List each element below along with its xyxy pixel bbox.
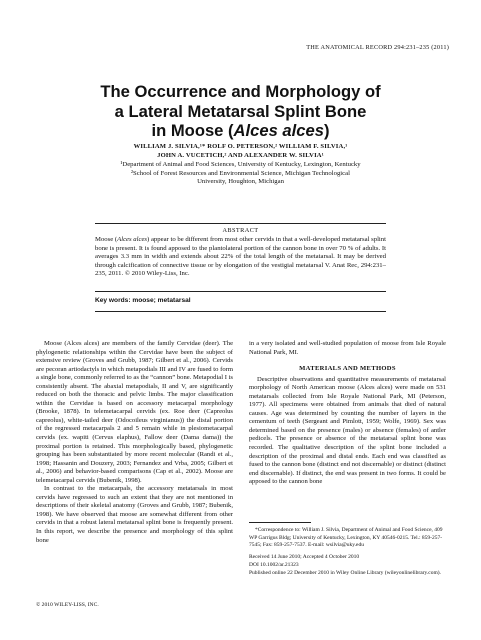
received-note: Received 14 June 2010; Accepted 4 October 2010 [249, 554, 360, 561]
doi-note: DOI 10.1002/ar.21323 [249, 561, 299, 568]
abstract-species-name: Alces alces [117, 236, 148, 243]
abstract-bottom-rule [95, 291, 386, 292]
abstract-heading: ABSTRACT [222, 227, 259, 234]
title-line-3-suffix: ) [323, 121, 330, 140]
intro-paragraph-continued: in a very isolated and well-studied population of moose from Isle Royale National Park, MI. [249, 340, 446, 356]
title-line-3-prefix: in Moose ( [151, 121, 234, 140]
body-left-column [36, 340, 233, 545]
published-note: Published online 22 December 2010 in Wiley Online Library (wileyonlinelibrary.com). [249, 569, 441, 576]
copyright-line: © 2010 WILEY-LISS, INC. [36, 602, 99, 608]
affiliation-line-2: ²School of Forest Resources and Environmental Science, Michigan Technological [131, 169, 350, 177]
title-species-name: Alces alces [233, 121, 324, 140]
running-head: THE ANATOMICAL RECORD 294:231–235 (2011) [306, 44, 449, 51]
abstract-text [95, 236, 386, 279]
affiliations [30, 161, 451, 187]
keywords: Key words: moose; metatarsal [95, 297, 191, 304]
abstract-top-rule [95, 223, 386, 224]
author-line-2: JOHN A. VUCETICH,² AND ALEXANDER W. SILVIA¹ [157, 151, 324, 159]
intro-paragraph-2: In contrast to the metacarpals, the accessory metatarsals in most cervids have regressed to such an extent that they are not mentioned in descriptions of their skeletal anatomy (Groves and Grubb, 1987; Bubenik, 1998). We have observed that moose are somewhat different from other cervids in that a robust lateral metatarsal splint bone is frequently present. In this report, we describe the presence and morphology of this splint bone [36, 485, 233, 544]
section-heading-materials-methods: MATERIALS AND METHODS [299, 365, 396, 373]
article-title [40, 82, 441, 141]
methods-paragraph-1: Descriptive observations and quantitative measurements of metatarsal morphology of North American moose (Alces alces) were made on 531 metatarsals collected from Isle Royale National Park, MI (Peterson, 1977). All specimens were obtained from animals that died of natural causes. Age was determined by counting the number of layers in the cementum of teeth (Sergeant and Pimlott, 1959; Wolfe, 1969). Sex was determined based on the presence (males) or absence (females) of antler pedicels. The presence or absence of the metatarsal splint bone was recorded. The qualitative description of the splint bone included a description of the proximal and distal ends. Each end was classified as fused to the cannon bone (distinct end not discernable) or distinct (distinct end discernable). If distinct, the end was present in two forms. It could be apposed to the cannon bone [249, 375, 446, 486]
intro-paragraph-1: Moose (Alces alces) are members of the family Cervidae (deer). The phylogenetic relationships within the Cervidae have been the subject of extensive review (Groves and Grubb, 1987; Gilbert et al., 2006). Cervids are pecoran artiodactyls in which metapodials III and IV are fused to form a single bone, commonly referred to as the “cannon” bone. Metapodial I is consistently absent. The abaxial metapodials, II and V, are significantly reduced on both the thoracic and pelvic limbs. The major classification within the Cervidae is based on accessory metacarpal morphology (Brooke, 1878). In telemetacarpal cervids (ex. Roe deer (Capreolus capreolus), white-tailed deer (Odocoileus virginianus)) the distal portion of the regressed metacarpals 2 and 5 remain while in plesiometacarpal cervids (ex. wapiti (Cervus elaphus), Fallow deer (Dama dama)) the proximal portion is retained. This morphologically based, phylogenetic grouping has been substantiated by more recent molecular (Randi et al., 1998; Hassanin and Douzery, 2003; Fernandez and Vrba, 2005; Gilbert et al., 2006) and behavior-based comparisons (Cap et al., 2002). Moose are telemetacarpal cervids (Bubenik, 1998). [36, 340, 233, 484]
title-line-1: The Occurrence and Morphology of [100, 82, 381, 101]
footnotes [249, 527, 446, 577]
keywords-bottom-rule [95, 311, 386, 312]
affiliation-line-1: ¹Department of Animal and Food Sciences, University of Kentucky, Lexington, Kentucky [120, 161, 361, 168]
abstract-text-prefix: Moose ( [95, 236, 118, 243]
author-list [30, 143, 451, 160]
title-line-2: a Lateral Metatarsal Splint Bone [114, 101, 367, 121]
abstract-text-body: ) appear to be different from most other cervids in that a well-developed metatarsal splint bone is present. It is found apposed to the plantolateral portion of the cannon bone in over 70 % of adults. It averages 3.3 mm in width and extends about 22% of the total length of the metatarsal. It may be derived through calcification of connective tissue or by elongation of the vestigial metatarsal V. Anat Rec, 294:231–235, 2011. © 2010 Wiley-Liss, Inc. [95, 236, 386, 278]
affiliation-line-3: University, Houghton, Michigan [197, 178, 284, 186]
correspondence-note: *Correspondence to: William J. Silvia, Department of Animal and Food Science, 409 WP Garrigus Bldg; University of Kentucky, Lexington, KY 40546-0215. Tel.: 859-257-7545; Fax: 859-257-7537. E-mail: wsilvia@uky.edu [249, 527, 443, 549]
title-line-3 [40, 121, 441, 141]
author-line-1: WILLIAM J. SILVIA,¹* ROLF O. PETERSON,² WILLIAM F. SILVIA,¹ [133, 143, 348, 150]
footnote-rule [249, 522, 311, 523]
body-right-column [249, 340, 446, 487]
